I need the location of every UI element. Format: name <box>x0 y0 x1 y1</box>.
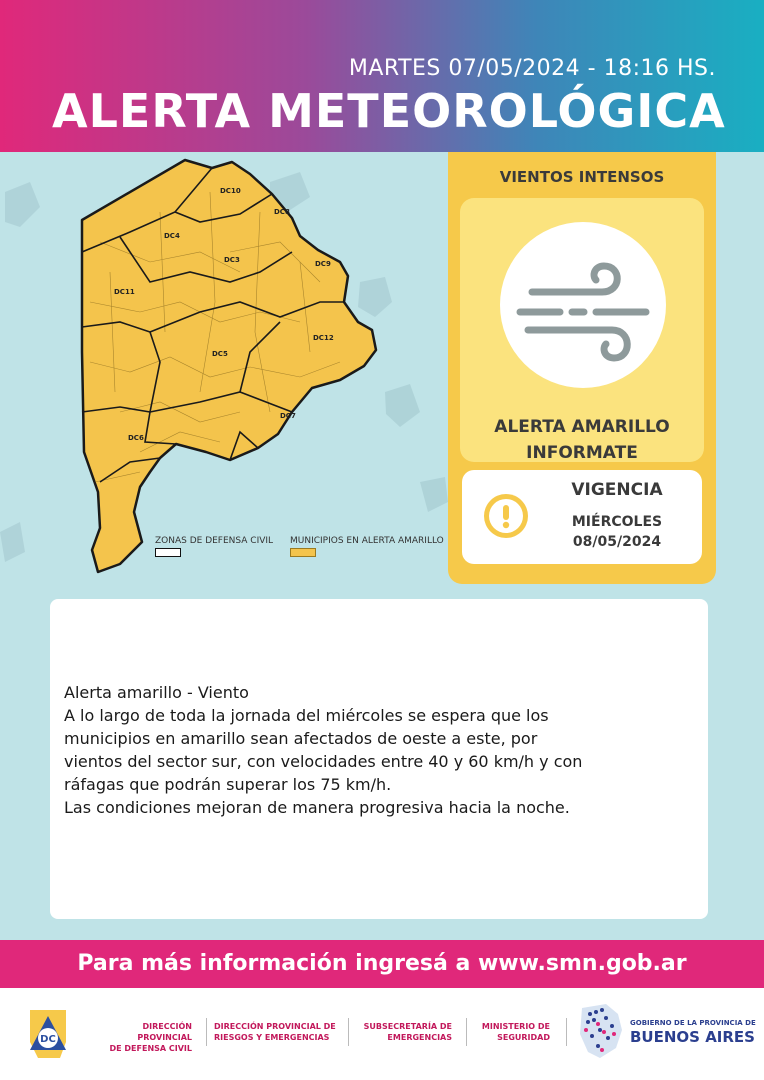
validity-day: MIÉRCOLES <box>571 514 663 530</box>
zone-label: DC7 <box>280 412 296 420</box>
alert-call-to-action: INFORMATE <box>526 443 638 463</box>
gov-label-big: BUENOS AIRES <box>630 1028 755 1046</box>
org-line: EMERGENCIAS <box>387 1033 452 1042</box>
org-line: RIESGOS Y EMERGENCIAS <box>214 1033 330 1042</box>
description-card <box>50 599 708 919</box>
province-map <box>0 152 450 592</box>
validity-date: 08/05/2024 <box>572 534 662 550</box>
divider <box>348 1018 349 1046</box>
gov-label-small: GOBIERNO DE LA PROVINCIA DE <box>630 1019 756 1027</box>
province-shape <box>82 160 376 572</box>
main-section <box>0 152 764 940</box>
divider <box>466 1018 467 1046</box>
page-title: ALERTA METEOROLÓGICA <box>52 84 726 138</box>
alert-panel <box>448 152 716 584</box>
org-line: DIRECCIÓN PROVINCIAL <box>137 1022 192 1042</box>
info-banner <box>0 940 764 988</box>
zone-label: DC10 <box>220 187 241 195</box>
zone-label: DC11 <box>114 288 135 296</box>
divider <box>566 1018 567 1046</box>
hazard-title: VIENTOS INTENSOS <box>499 168 665 186</box>
org-defensa-civil <box>88 1021 192 1054</box>
description-heading: Alerta amarillo - Viento <box>64 683 249 702</box>
description-line: municipios en amarillo sean afectados de oeste a este, por <box>64 729 538 748</box>
org-line: DE DEFENSA CIVIL <box>109 1044 192 1053</box>
footer-logos <box>0 988 764 1080</box>
description-line: ráfagas que podrán superar los 75 km/h. <box>64 775 392 794</box>
divider <box>206 1018 207 1046</box>
buenos-aires-map-svg <box>0 152 450 592</box>
info-banner-text[interactable]: Para más información ingresá a www.smn.gob.ar <box>77 951 687 976</box>
wind-icon <box>500 222 666 388</box>
buenos-aires-logo <box>576 1000 626 1064</box>
description-text <box>64 681 704 819</box>
description-line: A lo largo de toda la jornada del miércoles se espera que los <box>64 706 549 725</box>
legend-municipalities-swatch <box>290 548 316 557</box>
dc-badge: DC <box>40 1034 56 1045</box>
org-riesgos <box>214 1021 336 1043</box>
zone-label: DC5 <box>212 350 228 358</box>
legend-municipalities-label: MUNICIPIOS EN ALERTA AMARILLO <box>290 536 444 546</box>
zone-label: DC3 <box>224 256 240 264</box>
alert-datetime: MARTES 07/05/2024 - 18:16 HS. <box>348 56 716 81</box>
validity-label: VIGENCIA <box>571 480 663 500</box>
defensa-civil-logo <box>20 1002 76 1066</box>
zone-label: DC4 <box>164 232 180 240</box>
validity-card <box>462 470 702 564</box>
org-subsecretaria <box>356 1021 452 1043</box>
alert-level: ALERTA AMARILLO <box>494 417 670 437</box>
org-line: SEGURIDAD <box>497 1033 550 1042</box>
org-ministerio <box>476 1021 550 1043</box>
zone-label: DC6 <box>128 434 144 442</box>
exclamation-icon <box>484 494 528 538</box>
org-line: MINISTERIO DE <box>481 1022 550 1031</box>
wind-icon-circle <box>500 222 666 388</box>
alert-level-text <box>448 414 716 466</box>
header <box>0 0 764 152</box>
legend-zones-label: ZONAS DE DEFENSA CIVIL <box>155 536 274 546</box>
description-line: vientos del sector sur, con velocidades entre 40 y 60 km/h y con <box>64 752 583 771</box>
org-line: DIRECCIÓN PROVINCIAL DE <box>214 1022 336 1031</box>
org-line: SUBSECRETARÍA DE <box>363 1022 452 1031</box>
legend-zones-swatch <box>155 548 181 557</box>
zone-label: DC8 <box>274 208 290 216</box>
description-line: Las condiciones mejoran de manera progresiva hacia la noche. <box>64 798 570 817</box>
zone-label: DC12 <box>313 334 334 342</box>
zone-label: DC9 <box>315 260 331 268</box>
